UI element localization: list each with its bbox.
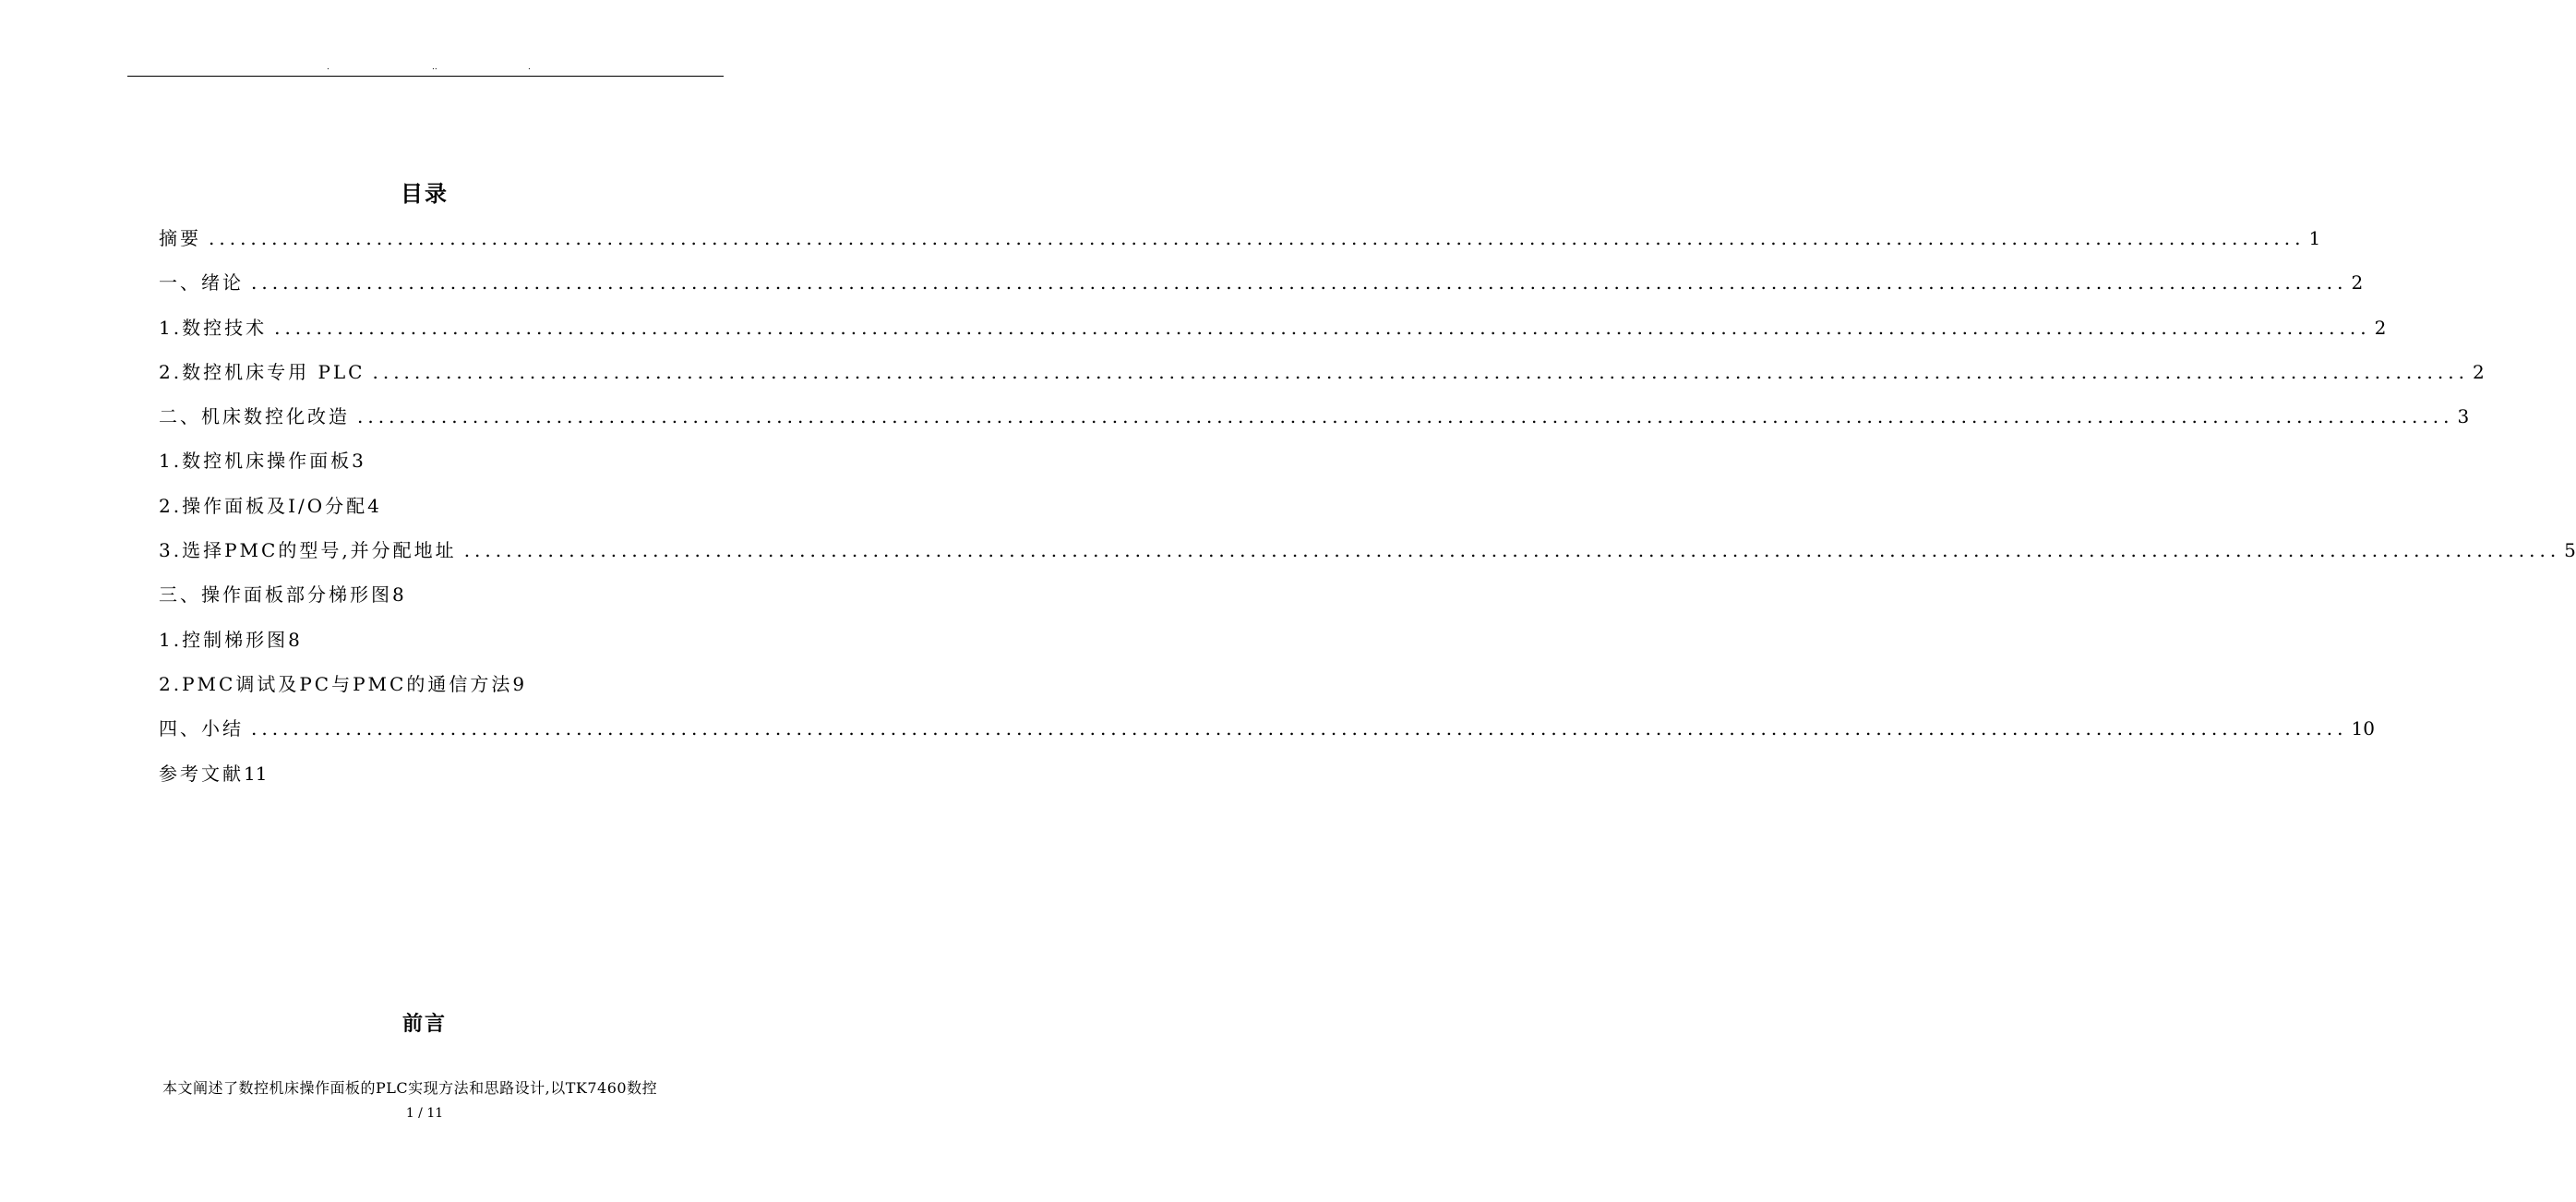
toc-entry-title: 2.PMC调试及PC与PMC的通信方法	[159, 672, 513, 695]
toc-entry[interactable]	[159, 264, 2364, 308]
toc-entry-page: 8	[392, 583, 404, 607]
toc-dot-leader: ........................................................................................................................................................................................................	[274, 316, 2371, 339]
toc-entry[interactable]	[159, 309, 2387, 354]
toc-entry[interactable]	[159, 755, 720, 799]
toc-entry[interactable]	[159, 666, 720, 710]
toc-entry-page: 8	[288, 628, 300, 651]
toc-entry[interactable]	[159, 710, 2375, 754]
toc-dot-leader: ........................................................................................................................................................................................................	[463, 539, 2561, 562]
toc-entry-title: 1.数控技术	[159, 316, 268, 339]
page-number: 1 / 11	[405, 1106, 444, 1121]
toc-entry-page: 9	[512, 672, 525, 695]
toc-entry-page: 3	[2457, 405, 2470, 428]
toc-entry-page: 11	[244, 762, 268, 785]
header-mark: .	[327, 63, 329, 72]
toc-dot-leader: ........................................................................................................................................................................................................	[357, 405, 2454, 428]
toc-entry-page: 3	[352, 450, 364, 473]
toc-entry-page: 1	[2308, 227, 2321, 249]
preface-title: 前言	[401, 1012, 447, 1036]
toc-entry-title: 四、小结	[159, 717, 244, 740]
toc-entry-title: 3.选择PMC的型号,并分配地址	[159, 539, 457, 562]
toc-entry[interactable]	[159, 532, 2576, 576]
toc-dot-leader: ........................................................................................................................................................................................................	[209, 227, 2306, 249]
toc-entry-title: 一、绪论	[159, 271, 244, 294]
header-mark: .	[528, 63, 531, 72]
toc-entry-title: 参考文献	[159, 762, 244, 785]
toc-entry-page: 5	[2564, 539, 2576, 562]
toc-entry-title: 1.控制梯形图	[159, 628, 289, 651]
toc-entry[interactable]	[159, 576, 720, 620]
toc-entry[interactable]	[159, 442, 720, 487]
toc-entry-page: 10	[2351, 717, 2375, 740]
toc-dot-leader: ........................................................................................................................................................................................................	[251, 271, 2348, 294]
toc-dot-leader: ........................................................................................................................................................................................................	[372, 360, 2469, 383]
toc-entry-title: 1.数控机床操作面板	[159, 450, 353, 473]
header-rule	[127, 76, 724, 77]
toc-entry-page: 2	[2351, 271, 2364, 294]
toc-entry[interactable]	[159, 398, 2470, 442]
page-header-marks	[127, 61, 724, 74]
toc-entry-page: 2	[2472, 360, 2485, 383]
toc-entry[interactable]	[159, 220, 2321, 264]
toc-entry-page: 2	[2374, 316, 2387, 339]
toc-dot-leader: ........................................................................................................................................................................................................	[251, 717, 2348, 740]
toc-entry-title: 摘要	[159, 227, 201, 249]
toc-entry-title: 2.操作面板及I/O分配	[159, 494, 368, 517]
preface-body: 本文阐述了数控机床操作面板的PLC实现方法和思路设计,以TK7460数控	[162, 1079, 658, 1097]
table-of-contents	[159, 220, 2576, 799]
header-mark: ..	[432, 63, 437, 72]
toc-entry-title: 2.数控机床专用 PLC	[159, 360, 365, 383]
toc-entry[interactable]	[159, 487, 720, 532]
toc-entry[interactable]	[159, 621, 720, 666]
toc-entry-title: 三、操作面板部分梯形图	[159, 583, 392, 607]
toc-entry[interactable]	[159, 354, 2485, 398]
toc-entry-page: 4	[367, 494, 379, 517]
toc-entry-title: 二、机床数控化改造	[159, 405, 350, 428]
toc-title: 目录	[401, 180, 449, 207]
